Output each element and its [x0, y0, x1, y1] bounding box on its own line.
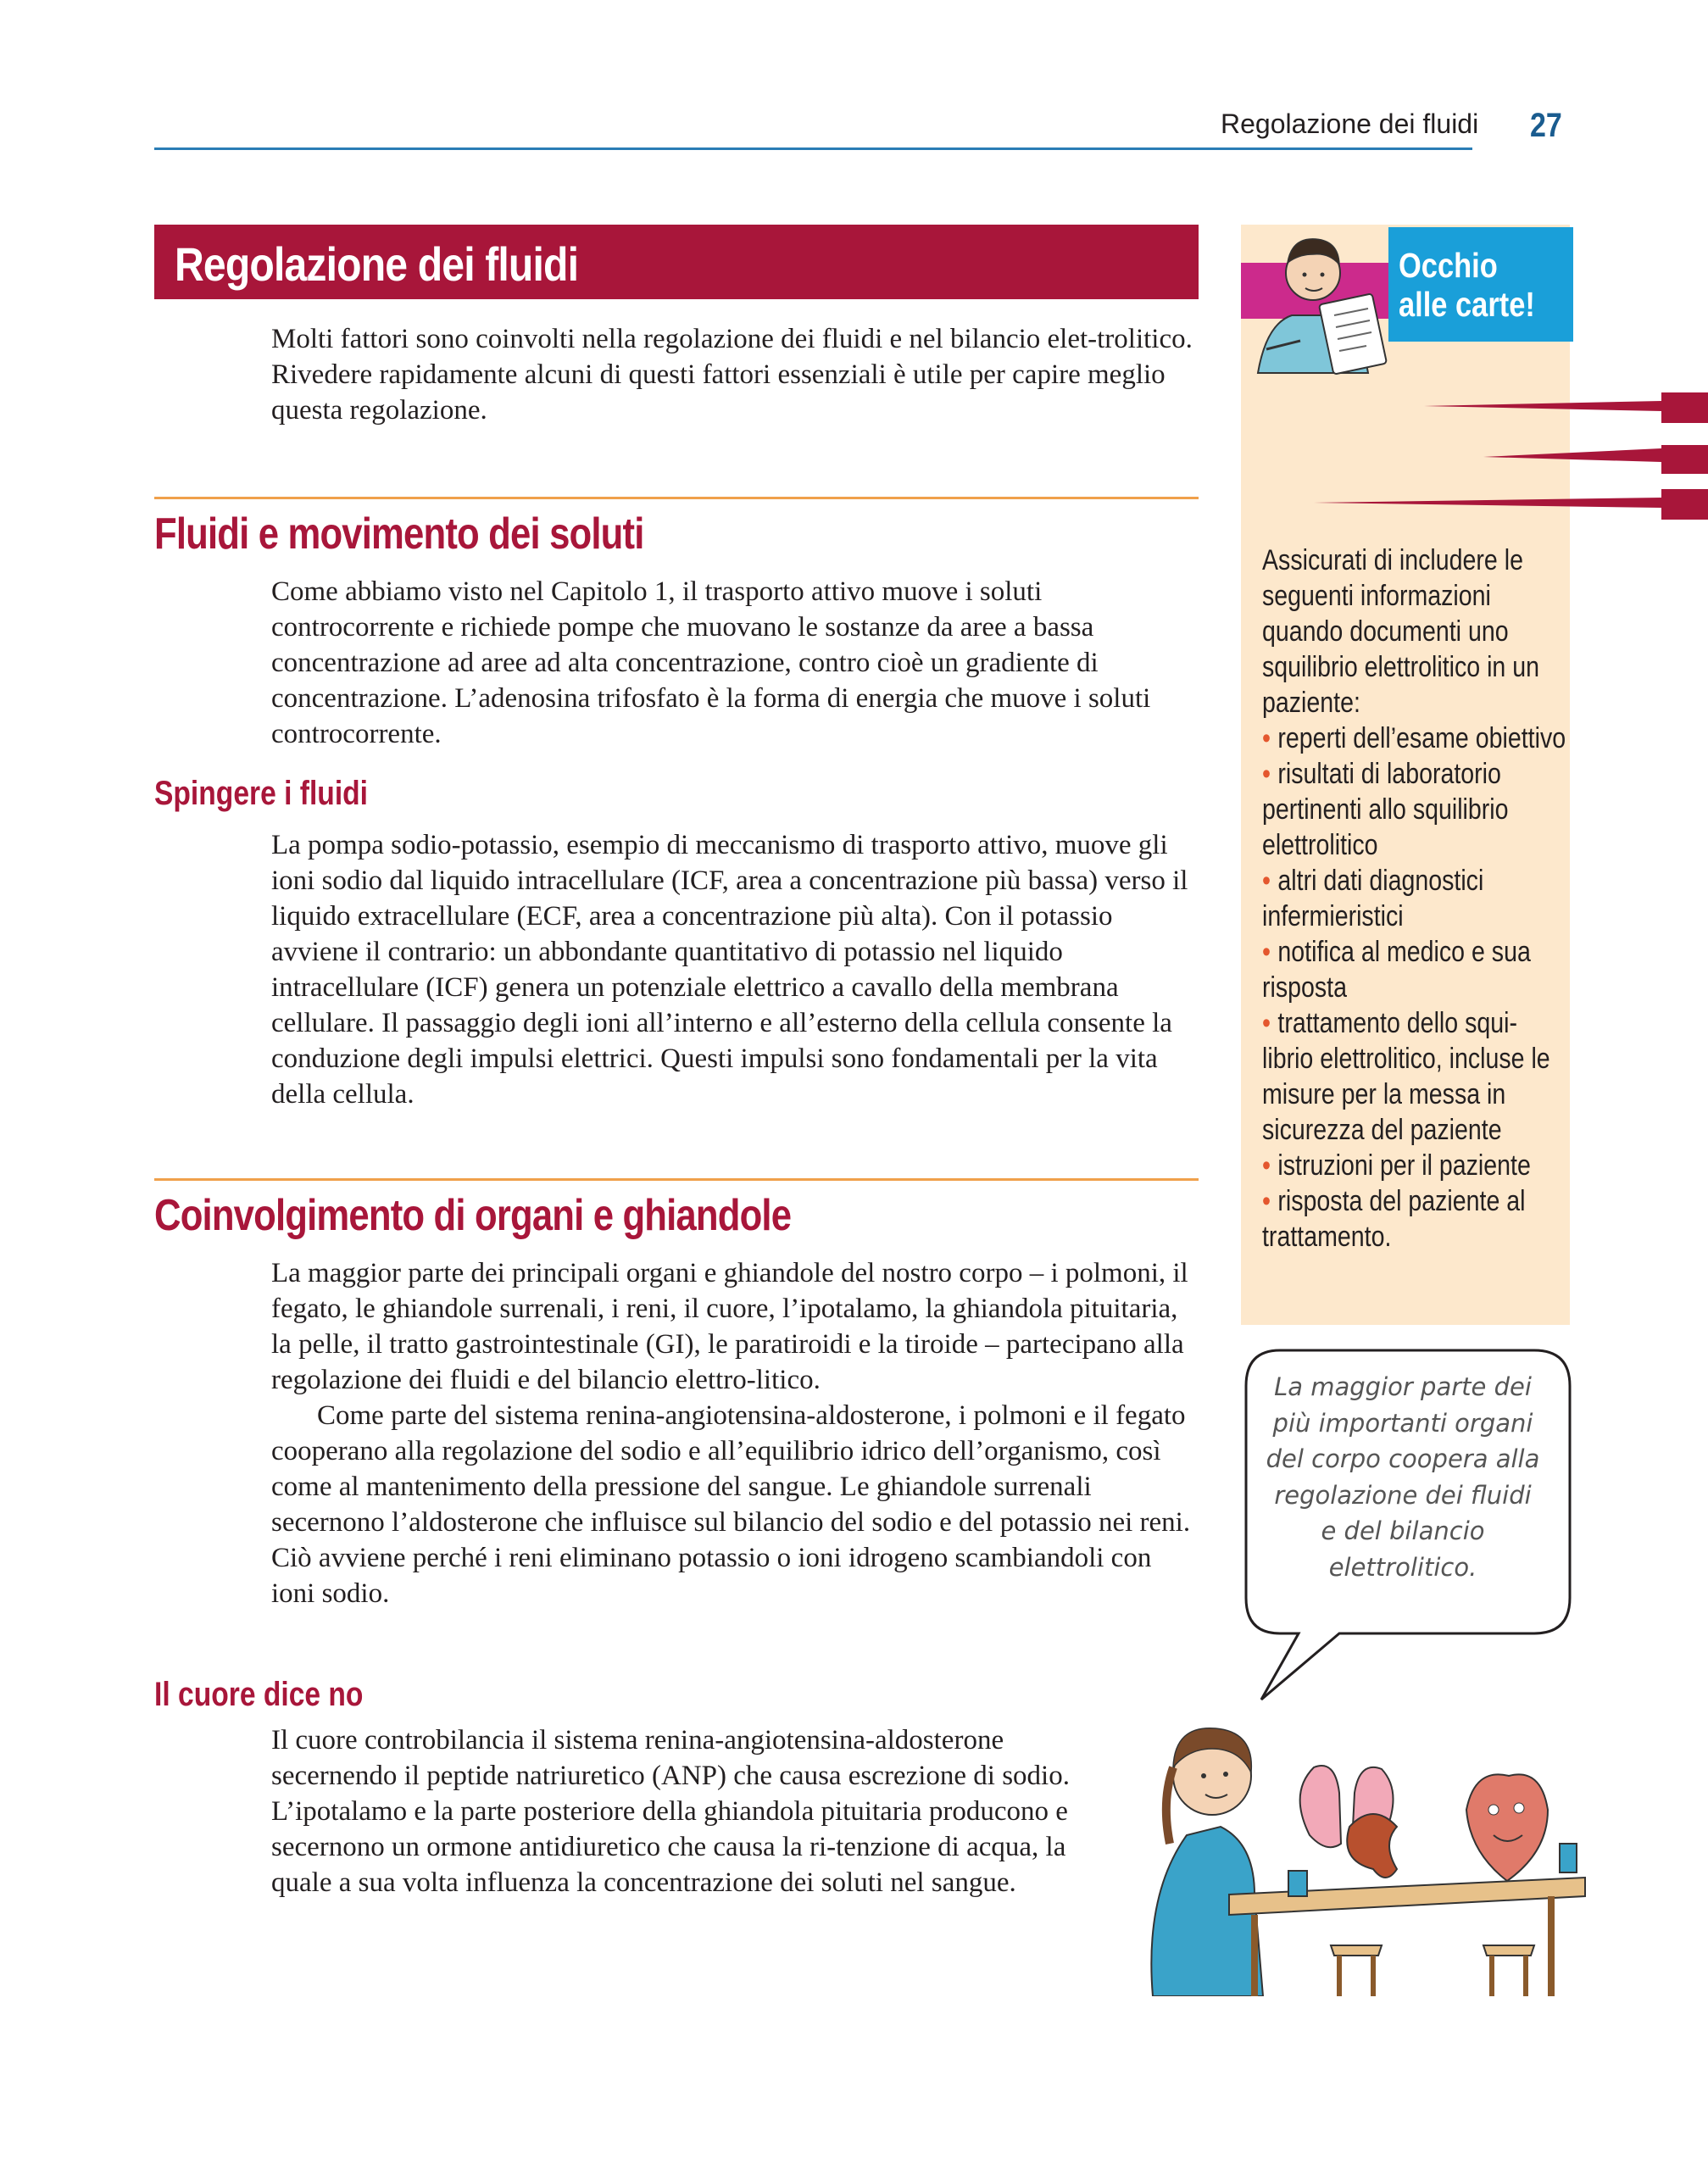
list-item [1262, 1183, 1568, 1255]
bullet-icon: • [1262, 758, 1271, 790]
list-item-text: trattamento dello squi-librio elettrolitico, incluse le misure per la messa in sicurezza del paziente [1262, 1007, 1550, 1146]
list-item-text: risultati di laboratorio pertinenti allo squilibrio elettrolitico [1262, 758, 1509, 861]
list-item [1262, 756, 1568, 863]
subsection-heading: Spingere i fluidi [154, 775, 369, 812]
list-item [1262, 721, 1568, 756]
sidebar-title-line: Occhio [1399, 246, 1498, 285]
list-item [1262, 934, 1568, 1005]
section-heading: Coinvolgimento di organi e ghiandole [154, 1191, 792, 1240]
sidebar-list [1262, 721, 1568, 1255]
speech-bubble-text: La maggior parte dei più importanti organi del corpo coopera alla regolazione dei fluidi e del bilancio elettrolitico. [1266, 1372, 1540, 1582]
decorative-speed-lines [1305, 386, 1708, 538]
bullet-icon: • [1262, 1185, 1271, 1217]
sidebar-title-badge [1388, 227, 1573, 342]
sidebar-title-line: alle carte! [1399, 285, 1535, 324]
running-title: Regolazione dei fluidi [1221, 108, 1479, 139]
sidebar-title [1399, 246, 1541, 324]
bullet-icon: • [1262, 1149, 1271, 1182]
list-item-text: istruzioni per il paziente [1277, 1149, 1531, 1182]
list-item-text: reperti dell’esame obiettivo [1277, 722, 1566, 754]
subsection-heading: Il cuore dice no [154, 1676, 364, 1713]
section-paragraph [271, 574, 1199, 752]
list-item [1262, 1148, 1568, 1183]
section-heading: Fluidi e movimento dei soluti [154, 509, 644, 559]
bullet-icon: • [1262, 865, 1271, 897]
subsection-paragraph [271, 827, 1199, 1112]
bullet-icon: • [1262, 936, 1271, 968]
section-body: Come parte del sistema renina-angiotensina-aldosterone, i polmoni e il fegato cooperano alla regolazione del sodio e all’equilibrio idrico dell’organismo, così come al mantenimento della pressione del sangue. Le ghiandole surrenali secernono l’aldosterone che influisce sul bilancio del sodio e del potassio nei reni. Ciò avviene perché i reni eliminano potassio o ioni idrogeno scambiandoli con ioni sodio. [271, 1400, 1191, 1609]
header-rule [154, 147, 1472, 150]
section-paragraph [271, 1255, 1199, 1611]
bullet-icon: • [1262, 1007, 1271, 1039]
list-item-text: notifica al medico e sua risposta [1262, 936, 1531, 1004]
section-body: Come abbiamo visto nel Capitolo 1, il trasporto attivo muove i soluti controcorrente e richiede pompe che muovano le sostanze da aree a bassa concentrazione ad aree ad alta concentrazione, contro cioè un gradiente di concentrazione. L’adenosina trifosfato è la forma di energia che muove i soluti controcorrente. [271, 576, 1151, 749]
list-item [1262, 1005, 1568, 1148]
main-title: Regolazione dei fluidi [175, 237, 579, 291]
section-body: La maggior parte dei principali organi e ghiandole del nostro corpo – i polmoni, il fegato, le ghiandole surrenali, i reni, il cuore, l’ipotalamo, la ghiandola pituitaria, la pelle, il tratto gastrointestinale (GI), le paratiroidi e la tiroide – partecipano alla regolazione dei fluidi e del bilancio elettro-litico. [271, 1258, 1188, 1395]
page-number: 27 [1530, 107, 1562, 144]
intro-paragraph [271, 321, 1199, 428]
sidebar-content [1262, 542, 1566, 1255]
bullet-icon: • [1262, 722, 1271, 754]
organs-at-table-illustration [1127, 1674, 1602, 1996]
sidebar-lead: Assicurati di includere le seguenti informazioni quando documenti uno squilibrio elettrolitico in un paziente: [1262, 544, 1540, 719]
main-title-banner [154, 225, 1199, 299]
subsection-body: La pompa sodio-potassio, esempio di meccanismo di trasporto attivo, muove gli ioni sodio dal liquido intracellulare (ICF, area a concentrazione più bassa) verso il liquido extracellulare (ECF, area a concentrazione più alta). Con il potassio avviene il contrario: un abbondante quantitativo di potassio nel liquido intracellulare (ICF) genera un potenziale elettrico a cavallo della membrana cellulare. Il passaggio degli ioni all’interno e all’esterno della cellula consente la conduzione degli impulsi elettrici. Questi impulsi sono fondamentali per la vita della cellula. [271, 830, 1188, 1110]
section-rule [154, 497, 1199, 499]
list-item [1262, 863, 1568, 934]
nurse-clipboard-illustration [1241, 222, 1394, 375]
list-item-text: altri dati diagnostici infermieristici [1262, 865, 1484, 932]
section-rule [154, 1178, 1199, 1181]
subsection-body: Il cuore controbilancia il sistema renina-angiotensina-aldosterone secernendo il peptide natriuretico (ANP) che causa escrezione di sodio. L’ipotalamo e la parte posteriore della ghiandola pituitaria producono e secernono un ormone antidiuretico che causa la ri-tenzione di acqua, la quale a sua volta influenza la concentrazione dei soluti nel sangue. [271, 1725, 1070, 1898]
list-item-text: risposta del paziente al trattamento. [1262, 1185, 1526, 1253]
subsection-paragraph [271, 1722, 1119, 1900]
intro-text: Molti fattori sono coinvolti nella regolazione dei fluidi e nel bilancio elet-trolitico. Rivedere rapidamente alcuni di questi fattori essenziali è utile per capire meglio questa regolazione. [271, 324, 1193, 426]
